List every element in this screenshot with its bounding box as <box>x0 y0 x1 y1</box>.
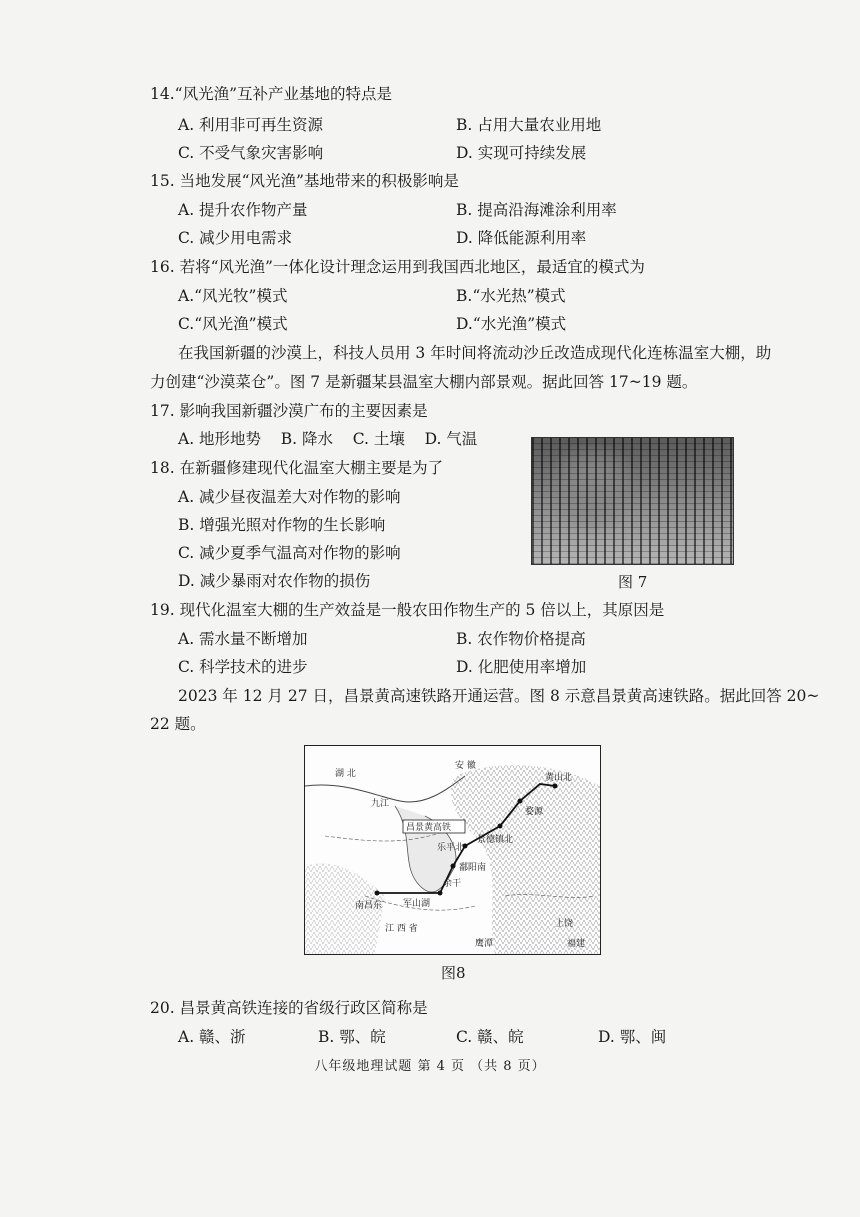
label-fujian: 福建 <box>567 939 586 949</box>
passage2-line1: 2023 年 12 月 27 日，昌景黄高速铁路开通运营。图 8 示意昌景黄高速铁路。据此回答 20~ <box>178 687 820 705</box>
q19-option-d: D. 化肥使用率增加 <box>456 658 587 676</box>
page-footer: 八年级地理试题 第 4 页 （共 8 页） <box>314 1059 546 1074</box>
station-jingdezhen <box>498 824 503 829</box>
q16-option-c: C.“风光渔”模式 <box>178 315 288 333</box>
q19-option-c: C. 科学技术的进步 <box>178 658 308 676</box>
q19-option-b: B. 农作物价格提高 <box>456 630 586 648</box>
q20-option-c: C. 赣、皖 <box>456 1028 524 1046</box>
label-junshan: 军山湖 <box>403 899 431 909</box>
q18-option-c: C. 减少夏季气温高对作物的影响 <box>178 544 401 562</box>
q14-option-b: B. 占用大量农业用地 <box>456 116 602 134</box>
label-railway: 昌景黄高铁 <box>406 823 452 833</box>
q14-option-d: D. 实现可持续发展 <box>456 144 587 162</box>
label-wuyuan: 婺源 <box>525 807 544 817</box>
q16-option-a: A.“风光牧”模式 <box>178 287 288 305</box>
q20-option-d: D. 鄂、闽 <box>598 1028 667 1046</box>
q18-stem: 18. 在新疆修建现代化温室大棚主要是为了 <box>150 459 444 477</box>
q16-stem: 16. 若将“风光渔”一体化设计理念运用到我国西北地区，最适宜的模式为 <box>150 258 645 276</box>
label-jiangxi: 江 西 省 <box>385 924 418 934</box>
q17-options: A. 地形地势 B. 降水 C. 土壤 D. 气温 <box>178 430 478 448</box>
station-wuyuan <box>518 799 523 804</box>
q20-stem: 20. 昌景黄高铁连接的省级行政区简称是 <box>150 999 428 1017</box>
q18-option-d: D. 减少暴雨对农作物的损伤 <box>178 572 371 590</box>
q15-stem: 15. 当地发展“风光渔”基地带来的积极影响是 <box>150 172 459 190</box>
q15-option-b: B. 提高沿海滩涂利用率 <box>456 201 617 219</box>
q15-option-d: D. 降低能源利用率 <box>456 229 587 247</box>
passage2-line2: 22 题。 <box>150 715 206 733</box>
passage1-line1: 在我国新疆的沙漠上，科技人员用 3 年时间将流动沙丘改造成现代化连栋温室大棚，助 <box>178 344 772 362</box>
q16-option-d: D.“水光渔”模式 <box>456 315 567 333</box>
label-anhui: 安 徽 <box>455 761 476 771</box>
station-nanchang <box>375 891 380 896</box>
q15-option-c: C. 减少用电需求 <box>178 229 293 247</box>
label-leping: 乐平北 <box>437 843 465 853</box>
q19-stem: 19. 现代化温室大棚的生产效益是一般农田作物生产的 5 倍以上，其原因是 <box>150 601 665 619</box>
railway-map <box>304 745 601 955</box>
label-jiujiang: 九江 <box>371 799 390 809</box>
station-huangshan <box>553 784 558 789</box>
q19-option-a: A. 需水量不断增加 <box>178 630 308 648</box>
q16-option-b: B.“水光热”模式 <box>456 287 566 305</box>
fig8-caption: 图8 <box>441 964 466 982</box>
label-poyang: 鄱阳南 <box>459 863 487 873</box>
label-shangrao: 上饶 <box>555 919 574 929</box>
station-poyang <box>451 864 456 869</box>
label-yugan: 余干 <box>443 879 462 889</box>
q15-option-a: A. 提升农作物产量 <box>178 201 308 219</box>
q17-stem: 17. 影响我国新疆沙漠广布的主要因素是 <box>150 402 428 420</box>
map-svg <box>305 746 600 954</box>
station-yugan <box>438 891 443 896</box>
q18-option-b: B. 增强光照对作物的生长影响 <box>178 516 386 534</box>
q18-option-a: A. 减少昼夜温差大对作物的影响 <box>178 488 401 506</box>
q20-option-b: B. 鄂、皖 <box>318 1028 386 1046</box>
label-huangshan: 黄山北 <box>545 773 573 783</box>
label-yingtan: 鹰潭 <box>475 939 494 949</box>
q14-stem: 14.“风光渔”互补产业基地的特点是 <box>150 85 392 103</box>
passage1-line2: 力创建“沙漠菜仓”。图 7 是新疆某县温室大棚内部景观。据此回答 17~19 题。 <box>150 373 698 391</box>
label-hubei: 湖 北 <box>335 769 356 779</box>
q14-option-a: A. 利用非可再生资源 <box>178 116 324 134</box>
fig7-caption: 图 7 <box>618 573 648 591</box>
q20-option-a: A. 赣、浙 <box>178 1028 246 1046</box>
label-jingdezhen: 景德镇北 <box>477 835 514 845</box>
q14-option-c: C. 不受气象灾害影响 <box>178 144 324 162</box>
greenhouse-photo <box>531 437 734 565</box>
label-nanchang: 南昌东 <box>355 901 383 911</box>
